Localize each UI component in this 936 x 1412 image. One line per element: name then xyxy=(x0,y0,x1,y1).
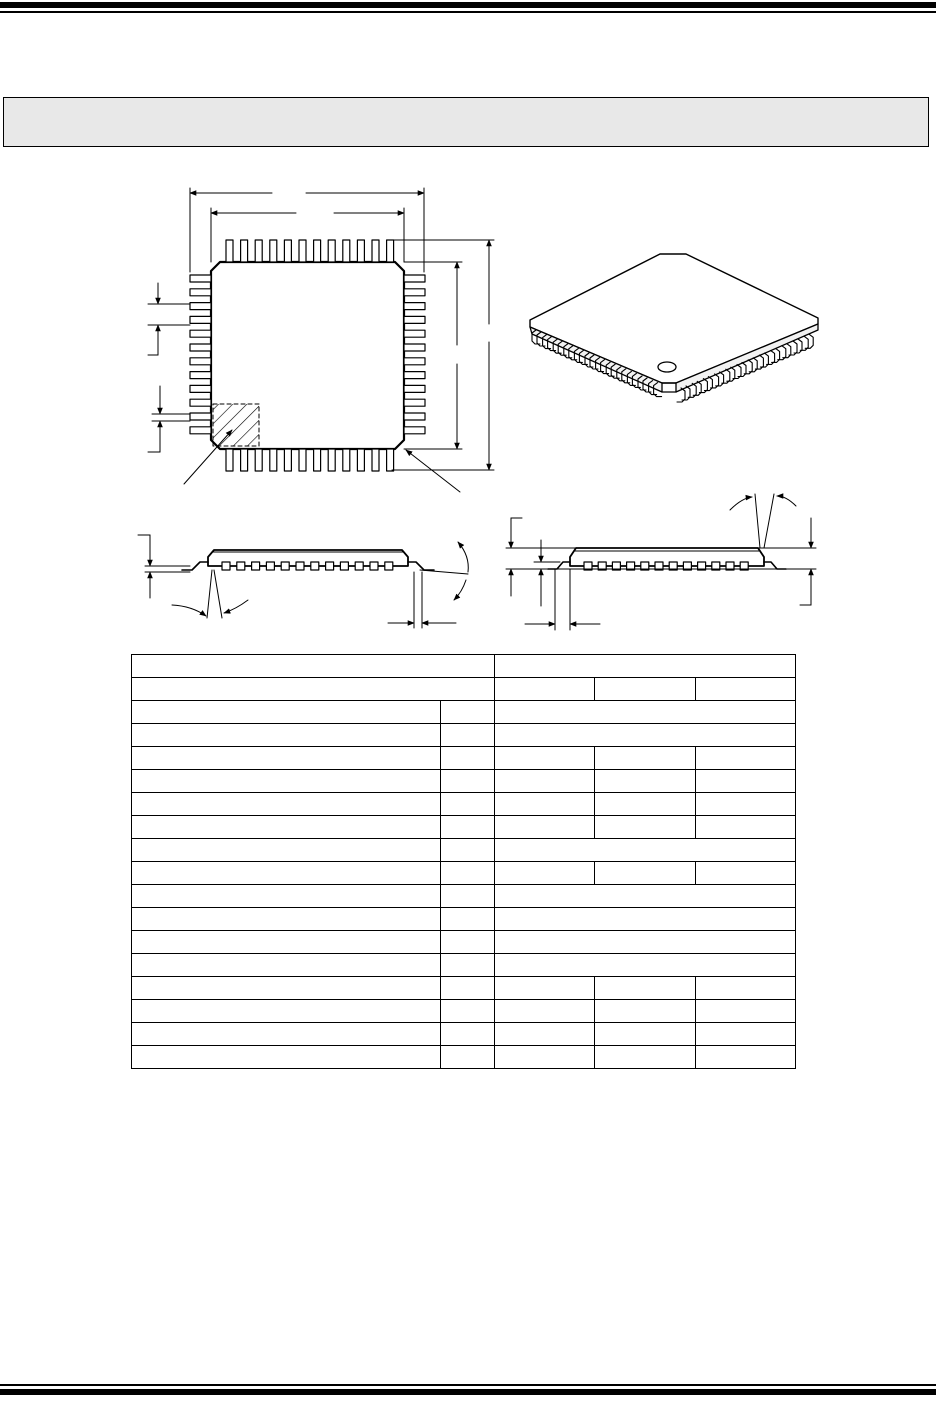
dimension-value xyxy=(595,770,696,793)
dimension-value xyxy=(696,1046,796,1069)
dimension-label xyxy=(132,816,441,839)
side-view-front xyxy=(138,535,468,628)
dimension-value xyxy=(495,885,796,908)
table-header-row xyxy=(132,655,796,678)
lead-top xyxy=(372,240,379,262)
side-lead xyxy=(355,562,363,570)
lead-bottom xyxy=(372,449,379,471)
lead-left xyxy=(190,289,211,296)
dimension-value xyxy=(495,1023,595,1046)
dimension-symbol xyxy=(441,977,495,1000)
dimension-value xyxy=(495,770,595,793)
lead-right xyxy=(404,372,425,379)
dimension-value xyxy=(696,747,796,770)
table-header-cell xyxy=(696,678,796,701)
lead-right xyxy=(404,275,425,282)
side-lead xyxy=(222,562,230,570)
lead-bottom xyxy=(357,449,364,471)
isometric-view xyxy=(530,254,818,402)
lead-left xyxy=(190,427,211,434)
lead-bottom xyxy=(255,449,262,471)
dimension-label xyxy=(132,1046,441,1069)
side-lead xyxy=(340,562,348,570)
iso-leads-right xyxy=(677,334,813,402)
table-header-cell xyxy=(495,678,595,701)
pin1-hatch xyxy=(213,404,259,446)
bottom-rule xyxy=(0,1389,936,1395)
lead-right xyxy=(404,399,425,406)
lead-bottom xyxy=(343,449,350,471)
table-row xyxy=(132,747,796,770)
lead-right xyxy=(404,358,425,365)
dimension-label xyxy=(132,770,441,793)
iso-side-left xyxy=(530,327,662,392)
table-header-cell xyxy=(495,655,796,678)
side-lead xyxy=(296,562,304,570)
dimension-value xyxy=(595,816,696,839)
dimension-value xyxy=(595,1000,696,1023)
dimension-label xyxy=(132,954,441,977)
dimension-value xyxy=(495,839,796,862)
bottom-leads xyxy=(226,449,394,471)
side-lead xyxy=(370,562,378,570)
dimension-value xyxy=(495,747,595,770)
dimension-value xyxy=(696,1000,796,1023)
table-row xyxy=(132,1000,796,1023)
side-lead xyxy=(252,562,260,570)
lead-bottom xyxy=(241,449,248,471)
dimension-value xyxy=(595,747,696,770)
lead-bottom xyxy=(328,449,335,471)
lead-right xyxy=(404,427,425,434)
lead-bottom xyxy=(299,449,306,471)
lead-top xyxy=(357,240,364,262)
side-lead xyxy=(311,562,319,570)
lead-top xyxy=(343,240,350,262)
dimension-value xyxy=(595,862,696,885)
dimension-value xyxy=(495,701,796,724)
lead-left xyxy=(190,385,211,392)
lead-left xyxy=(190,413,211,420)
lead-top xyxy=(299,240,306,262)
lead-right xyxy=(404,385,425,392)
side-lead xyxy=(281,562,289,570)
side-lead xyxy=(266,562,274,570)
dimension-label xyxy=(132,1000,441,1023)
lead-top xyxy=(270,240,277,262)
dimension-symbol xyxy=(441,908,495,931)
dimension-value xyxy=(696,770,796,793)
dimension-symbol xyxy=(441,770,495,793)
dimension-symbol xyxy=(441,816,495,839)
lead-top xyxy=(328,240,335,262)
table-row xyxy=(132,977,796,1000)
lead-left xyxy=(190,275,211,282)
dimension-value xyxy=(495,724,796,747)
dimension-value xyxy=(696,1023,796,1046)
dimension-value xyxy=(495,954,796,977)
lead-left xyxy=(190,344,211,351)
dimension-value xyxy=(595,793,696,816)
lead-left xyxy=(190,303,211,310)
side-view-end xyxy=(506,494,816,630)
lead-left xyxy=(190,316,211,323)
lead-top xyxy=(284,240,291,262)
dimension-label xyxy=(132,747,441,770)
table-row xyxy=(132,816,796,839)
dimension-label xyxy=(132,885,441,908)
dimensions-table xyxy=(131,654,796,1069)
table-row xyxy=(132,1023,796,1046)
dimension-label xyxy=(132,862,441,885)
side-lead xyxy=(385,562,393,570)
dimension-value xyxy=(495,816,595,839)
dimension-value xyxy=(495,977,595,1000)
lead-top xyxy=(387,240,394,262)
dimension-label xyxy=(132,908,441,931)
table-header-cell xyxy=(595,678,696,701)
lead-right xyxy=(404,316,425,323)
dimension-label xyxy=(132,793,441,816)
dimension-symbol xyxy=(441,1000,495,1023)
table-header-cell xyxy=(132,678,495,701)
right-leads xyxy=(404,275,425,434)
top-leads xyxy=(226,240,394,262)
table-row xyxy=(132,954,796,977)
lead-bottom xyxy=(387,449,394,471)
dimension-symbol xyxy=(441,931,495,954)
lead-right xyxy=(404,303,425,310)
dimension-label xyxy=(132,1023,441,1046)
lead-right xyxy=(404,413,425,420)
package-drawing xyxy=(0,0,936,640)
dimension-value xyxy=(495,931,796,954)
lead-top xyxy=(226,240,233,262)
table-row xyxy=(132,724,796,747)
lead-right xyxy=(404,330,425,337)
lead-left xyxy=(190,399,211,406)
lead-top xyxy=(255,240,262,262)
dimension-symbol xyxy=(441,747,495,770)
dimension-value xyxy=(495,793,595,816)
side-lead xyxy=(326,562,334,570)
table-row xyxy=(132,701,796,724)
table-row xyxy=(132,908,796,931)
lead-left xyxy=(190,330,211,337)
dimension-symbol xyxy=(441,1046,495,1069)
dimension-symbol xyxy=(441,885,495,908)
dimension-symbol xyxy=(441,724,495,747)
table-row xyxy=(132,931,796,954)
table-row xyxy=(132,862,796,885)
lead-right xyxy=(404,289,425,296)
dimension-value xyxy=(696,816,796,839)
dimension-value xyxy=(696,793,796,816)
dimension-value xyxy=(495,908,796,931)
dimension-value xyxy=(696,862,796,885)
dimension-label xyxy=(132,839,441,862)
table-header-cell xyxy=(132,655,495,678)
table-row xyxy=(132,1046,796,1069)
table-row xyxy=(132,793,796,816)
lead-top xyxy=(241,240,248,262)
table-header-row xyxy=(132,678,796,701)
lead-left xyxy=(190,358,211,365)
lead-right xyxy=(404,344,425,351)
dimension-symbol xyxy=(441,839,495,862)
lead-bottom xyxy=(314,449,321,471)
left-leads xyxy=(190,275,211,434)
lead-bottom xyxy=(284,449,291,471)
table-row xyxy=(132,839,796,862)
side-lead xyxy=(237,562,245,570)
dimension-value xyxy=(495,862,595,885)
bottom-rule-thin xyxy=(0,1384,936,1386)
dimension-value xyxy=(495,1000,595,1023)
dimension-value xyxy=(595,977,696,1000)
top-view xyxy=(148,188,494,492)
dimension-value xyxy=(495,1046,595,1069)
dimension-label xyxy=(132,931,441,954)
dimension-symbol xyxy=(441,1023,495,1046)
lead-top xyxy=(314,240,321,262)
lead-left xyxy=(190,372,211,379)
dimension-value xyxy=(595,1023,696,1046)
dimension-label xyxy=(132,724,441,747)
table-row xyxy=(132,770,796,793)
dimension-value xyxy=(696,977,796,1000)
table-row xyxy=(132,885,796,908)
lead-bottom xyxy=(226,449,233,471)
iso-pin1-dimple xyxy=(658,362,676,372)
dimension-label xyxy=(132,701,441,724)
dimension-symbol xyxy=(441,862,495,885)
dimension-symbol xyxy=(441,793,495,816)
lead-bottom xyxy=(270,449,277,471)
dimension-symbol xyxy=(441,701,495,724)
dimension-symbol xyxy=(441,954,495,977)
dimension-value xyxy=(595,1046,696,1069)
dimension-label xyxy=(132,977,441,1000)
